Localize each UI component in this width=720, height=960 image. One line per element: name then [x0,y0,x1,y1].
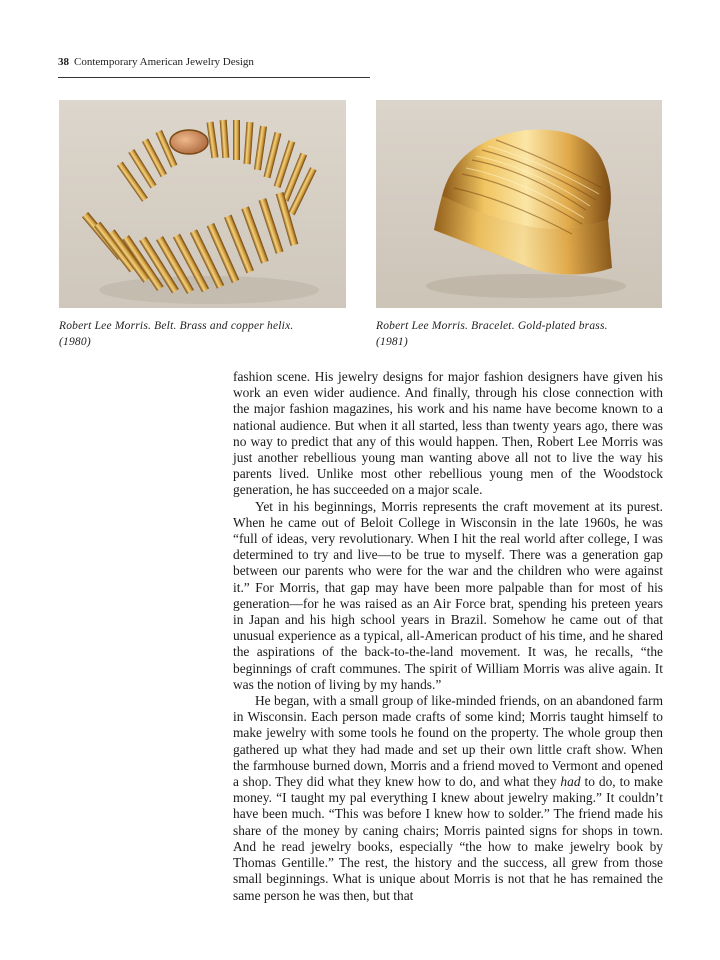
body-text [233,369,663,904]
belt-caption-line1: Robert Lee Morris. Belt. Brass and copper helix. [59,320,294,332]
paragraph: Yet in his beginnings, Morris represents the craft movement at its purest. When he came out of Beloit College in Wisconsin in the late 1960s, he was “full of ideas, very revolutionary. When I hit the real world after college, I was determined to try and live—to be true to myself. There was a generation gap between our parents who were for the war and the children who were against it.” For Morris, that gap may have been more palpable than for most of his generation—for he was raised as an Air Force brat, spending his preteen years in Japan and his high school years in Brazil. Somehow he came out of that unusual experience as a typical, all-American product of his time, and he shared the aspirations of the back-to-the-land movement. It was, he recalls, “the beginnings of craft communes. The spirit of William Morris was alive again. It was the notion of living by my hands.” [233,498,663,692]
belt-caption [59,318,349,350]
running-head [58,56,254,68]
page-number: 38 [58,56,69,68]
bracelet-photo [376,100,662,308]
paragraph [233,693,663,904]
paragraph-text: to do, to make money. “I taught my pal everything I knew about jewelry making.” It couldn’t have been much. “This was before I knew how to solder.” The friend made his share of the money by caning chairs; Morris painted signs for shops in town. And he read jewelry books, especially “the how to make jewelry book by Thomas Gentille.” The rest, the history and the success, all grew from those small beginnings. What is unique about Morris is not that he has remained the same person he was then, but that [233,774,663,903]
paragraph-text: He began, with a small group of like-minded friends, on an abandoned farm in Wisconsin. Each person made crafts of some kind; Morris taught himself to make jewelry with some tools he found on the property. The whole group then gathered up what they had made and set up their own little craft show. When the farmhouse burned down, Morris and a friend moved to Vermont and opened a shop. They did what they knew how to do, and what they [233,693,663,790]
bracelet-caption-line2: (1981) [376,336,408,348]
book-title: Contemporary American Jewelry Design [74,56,254,68]
belt-caption-line2: (1980) [59,336,91,348]
belt-photo [59,100,346,308]
paragraph: fashion scene. His jewelry designs for major fashion designers have given his work an even wider audience. And finally, through his close connection with the major fashion magazines, his work and his name have become known to a national audience. But when it all started, less than twenty years ago, there was no way to predict that any of this would happen. Then, Robert Lee Morris was just another rebellious young man wanting above all not to live the way his parents lived. Unlike most other rebellious young men of the Woodstock generation, he has succeeded on a major scale. [233,369,663,498]
bracelet-caption [376,318,666,350]
bracelet-caption-line1: Robert Lee Morris. Bracelet. Gold-plated brass. [376,320,608,332]
emphasis-had: had [560,774,581,790]
header-rule [58,77,370,78]
